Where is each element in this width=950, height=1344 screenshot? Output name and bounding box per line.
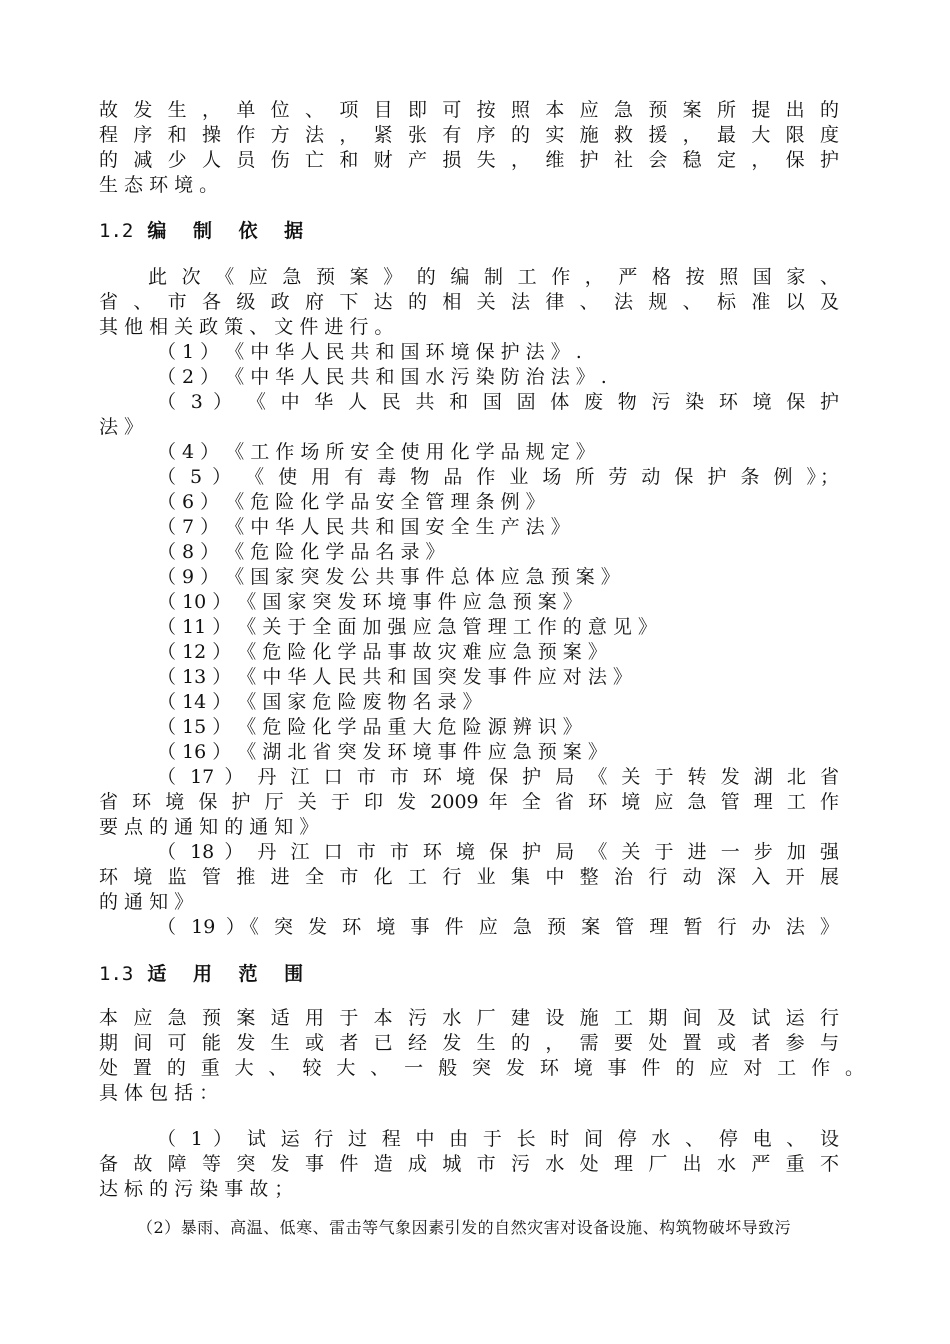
- law-item-2: （ 2 ） 《 中 华 人 民 共 和 国 水 污 染 防 治 法 》 .: [157, 366, 607, 388]
- section-heading-1-2: [99, 219, 313, 244]
- law-item-8: （ 8 ） 《 危 险 化 学 品 名 录 》: [157, 541, 445, 563]
- law-item-12: （ 12 ） 《 危 险 化 学 品 事 故 灾 难 应 急 预 案 》: [157, 641, 607, 663]
- para-scope-line-1: 本 应 急 预 案 适 用 于 本 污 水 厂 建 设 施 工 期 间 及 试 运 行: [99, 1007, 839, 1029]
- para-top-line-2: 程 序 和 操 作 方 法 ， 紧 张 有 序 的 实 施 救 援 ， 最 大 限 度: [99, 124, 839, 146]
- law-item-3-cont: 法 》: [99, 416, 144, 438]
- section-title: 适 用 范 围: [147, 963, 314, 985]
- law-item-5: （ 5 ） 《 使 用 有 毒 物 品 作 业 场 所 劳 动 保 护 条 例 》；: [157, 466, 839, 488]
- section-number: 1.3: [99, 963, 134, 985]
- para-top-line-1: 故 发 生 ， 单 位 、 项 目 即 可 按 照 本 应 急 预 案 所 提 出 的: [99, 99, 839, 121]
- law-item-16: （ 16 ） 《 湖 北 省 突 发 环 境 事 件 应 急 预 案 》: [157, 741, 607, 763]
- law-item-1: （ 1 ） 《 中 华 人 民 共 和 国 环 境 保 护 法 》 .: [157, 341, 582, 363]
- section-number: 1.2: [99, 220, 134, 242]
- para-basis-line-1: 此 次 《 应 急 预 案 》 的 编 制 工 作 ， 严 格 按 照 国 家 、: [148, 266, 839, 288]
- law-item-4: （ 4 ） 《 工 作 场 所 安 全 使 用 化 学 品 规 定 》: [157, 441, 595, 463]
- para-item1-line-3: 达 标 的 污 染 事 故 ；: [99, 1178, 294, 1200]
- law-item-15: （ 15 ） 《 危 险 化 学 品 重 大 危 险 源 辨 识 》: [157, 716, 582, 738]
- para-item1-line-2: 备 故 障 等 突 发 事 件 造 成 城 市 污 水 处 理 厂 出 水 严 重 不: [99, 1153, 839, 1175]
- law-item-10: （ 10 ） 《 国 家 突 发 环 境 事 件 应 急 预 案 》: [157, 591, 582, 613]
- law-item-13: （ 13 ） 《 中 华 人 民 共 和 国 突 发 事 件 应 对 法 》: [157, 666, 632, 688]
- para-basis-line-3: 其 他 相 关 政 策 、 文 件 进 行 。: [99, 316, 394, 338]
- law-item-6: （ 6 ） 《 危 险 化 学 品 安 全 管 理 条 例 》: [157, 491, 545, 513]
- law-item-11: （ 11 ） 《 关 于 全 面 加 强 应 急 管 理 工 作 的 意 见 》: [157, 616, 657, 638]
- law-item-17-cont-2: 要 点 的 通 知 的 通 知 》: [99, 816, 319, 838]
- law-item-7: （ 7 ） 《 中 华 人 民 共 和 国 安 全 生 产 法 》: [157, 516, 570, 538]
- law-item-3: （ 3 ） 《 中 华 人 民 共 和 国 固 体 废 物 污 染 环 境 保 护: [157, 391, 839, 413]
- para-top-line-4: 生 态 环 境 。: [99, 174, 219, 196]
- law-item-18-cont-1: 环 境 监 管 推 进 全 市 化 工 行 业 集 中 整 治 行 动 深 入 开 展: [99, 866, 839, 888]
- para-item2-line-1: （2）暴雨、高温、低寒、雷击等气象因素引发的自然灾害对设备设施、构筑物破坏导致污: [137, 1218, 792, 1237]
- law-item-17: （ 17 ） 丹 江 口 市 市 环 境 保 护 局 《 关 于 转 发 湖 北 省: [157, 766, 839, 788]
- law-item-17-cont-1: 省 环 境 保 护 厅 关 于 印 发 2009 年 全 省 环 境 应 急 管 理 工 作: [99, 791, 839, 813]
- section-heading-1-3: [99, 962, 313, 987]
- para-basis-line-2: 省 、 市 各 级 政 府 下 达 的 相 关 法 律 、 法 规 、 标 准 以 及: [99, 291, 839, 313]
- section-title: 编 制 依 据: [147, 220, 314, 242]
- para-item1-line-1: （ 1 ） 试 运 行 过 程 中 由 于 长 时 间 停 水 、 停 电 、 设: [157, 1128, 839, 1150]
- law-item-14: （ 14 ） 《 国 家 危 险 废 物 名 录 》: [157, 691, 482, 713]
- para-scope-line-3: 处 置 的 重 大 、 较 大 、 一 般 突 发 环 境 事 件 的 应 对 工 作 。: [99, 1057, 864, 1079]
- law-item-9: （ 9 ） 《 国 家 突 发 公 共 事 件 总 体 应 急 预 案 》: [157, 566, 620, 588]
- law-item-18-cont-2: 的 通 知 》: [99, 891, 194, 913]
- para-scope-line-4: 具 体 包 括 ：: [99, 1082, 219, 1104]
- para-top-line-3: 的 减 少 人 员 伤 亡 和 财 产 损 失 ， 维 护 社 会 稳 定 ， 保 护: [99, 149, 839, 171]
- law-item-18: （ 18 ） 丹 江 口 市 市 环 境 保 护 局 《 关 于 进 一 步 加 强: [157, 841, 839, 863]
- law-item-19: （ 19 ）《 突 发 环 境 事 件 应 急 预 案 管 理 暂 行 办 法 》: [157, 916, 839, 938]
- para-scope-line-2: 期 间 可 能 发 生 或 者 已 经 发 生 的 ， 需 要 处 置 或 者 参 与: [99, 1032, 839, 1054]
